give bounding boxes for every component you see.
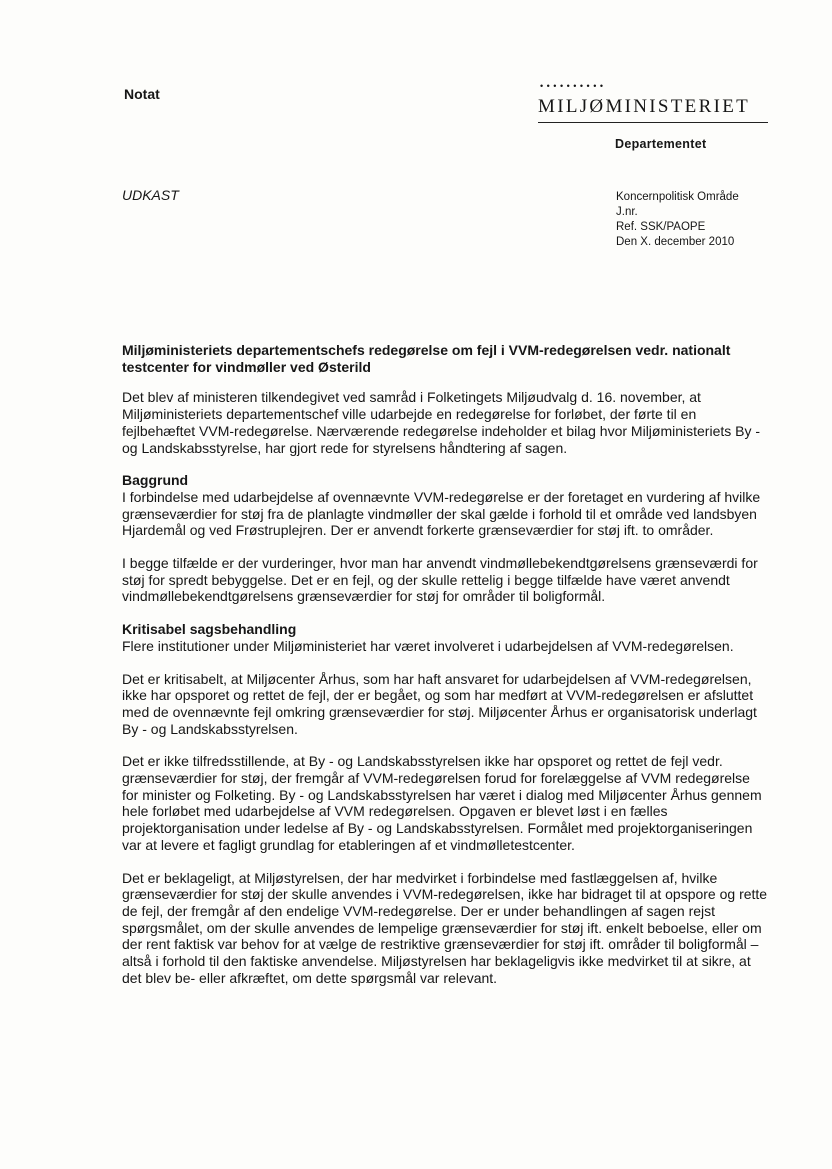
logo-dots: •••••••••• (540, 81, 607, 91)
document-title: Miljøministeriets departementschefs redegørelse om fejl i VVM-redegørelsen vedr. nationalt testcenter for vindmøller ved Østerild (122, 342, 731, 375)
reference-block (616, 190, 739, 250)
intro-paragraph: Det blev af ministeren tilkendegivet ved samråd i Folketingets Miljøudvalg d. 16. november, at Miljøministeriets departementschef ville udarbejde en redegørelse for forløbet, der førte til en fejlbehæftet VVM-redegørelse. Nærværende redegørelse indeholder et bilag hvor Miljøministeriets By - og Landskabsstyrelse, har gjort rede for styrelsens håndtering af sagen. (122, 389, 761, 456)
section-heading-kritisabel: Kritisabel sagsbehandling (122, 621, 297, 638)
logo-underline (538, 122, 768, 123)
meta-reference: Ref. SSK/PAOPE (616, 221, 706, 233)
draft-label: UDKAST (122, 187, 179, 203)
paragraph: I begge tilfælde er der vurderinger, hvor man har anvendt vindmøllebekendtgørelsens grænseværdi for støj for spredt bebyggelse. Det er en fejl, og der skulle rettelig i begge tilfælde have været anvendt vindmøllebekendtgørelsens grænseværdier for støj for områder til boligformål. (122, 555, 758, 605)
meta-journal-number: J.nr. (616, 206, 638, 218)
paragraph: Flere institutioner under Miljøministeriet har været involveret i udarbejdelsen af VVM-redegørelsen. (122, 637, 734, 654)
paragraph: Det er kritisabelt, at Miljøcenter Århus, som har haft ansvaret for udarbejdelsen af VVM-redegørelsen, ikke har opsporet og rettet de fejl, der er begået, og som har medført at VVM-redegørelsen er afsluttet med de ovennævnte fejl omkring grænseværdier for støj. Miljøcenter Århus er organisatorisk underlagt By - og Landskabsstyrelsen. (122, 670, 757, 737)
notat-label: Notat (124, 86, 160, 102)
logo-wordmark: MILJØMINISTERIET (538, 96, 751, 117)
document-body (122, 342, 768, 1003)
section-heading-baggrund: Baggrund (122, 472, 189, 489)
paragraph: Det er ikke tilfredsstillende, at By - og Landskabsstyrelsen ikke har opsporet og rettet de fejl vedr. grænseværdier for støj, der fremgår af VVM-redegørelsen forud for forelæggelse af VVM redegørelse for minister og Folketing. By - og Landskabsstyrelsen har været i dialog med Miljøcenter Århus gennem hele forløbet med udarbejdelse af VVM redegørelsen. Opgaven er blevet løst i en fælles projektorganisation under ledelse af By - og Landskabsstyrelsen. Formålet med projektorganiseringen var at levere et fagligt grundlag for etableringen af et vindmølletestcenter. (122, 753, 762, 853)
meta-date: Den X. december 2010 (616, 236, 735, 248)
paragraph: Det er beklageligt, at Miljøstyrelsen, der har medvirket i forbindelse med fastlæggelsen af, hvilke grænseværdier for støj der skulle anvendes i VVM-redegørelsen, ikke har bidraget til at opspore og rette de fejl, der fremgår af den endelige VVM-redegørelse. Der er under behandlingen af sagen rejst spørgsmålet, om der skulle anvendes de lempelige grænseværdier for støj ift. enkelt beboelse, eller om der rent faktisk var behov for at vælge de restriktive grænseværdier for støj ift. områder til boligformål – altså i forhold til den faktiske anvendelse. Miljøstyrelsen har beklageligvis ikke medvirket til at sikre, at det blev be- eller afkræftet, om dette spørgsmål var relevant. (122, 869, 768, 986)
paragraph: I forbindelse med udarbejdelse af ovennævnte VVM-redegørelse er der foretaget en vurdering af hvilke grænseværdier for støj fra de planlagte vindmøller der skal gælde i forhold til et område ved landsbyen Hjardemål og ved Frøstruplejren. Der er anvendt forkerte grænseværdier for støj ift. to områder. (122, 488, 761, 539)
meta-office: Koncernpolitisk Område (616, 191, 739, 203)
department-label: Departementet (615, 137, 707, 151)
